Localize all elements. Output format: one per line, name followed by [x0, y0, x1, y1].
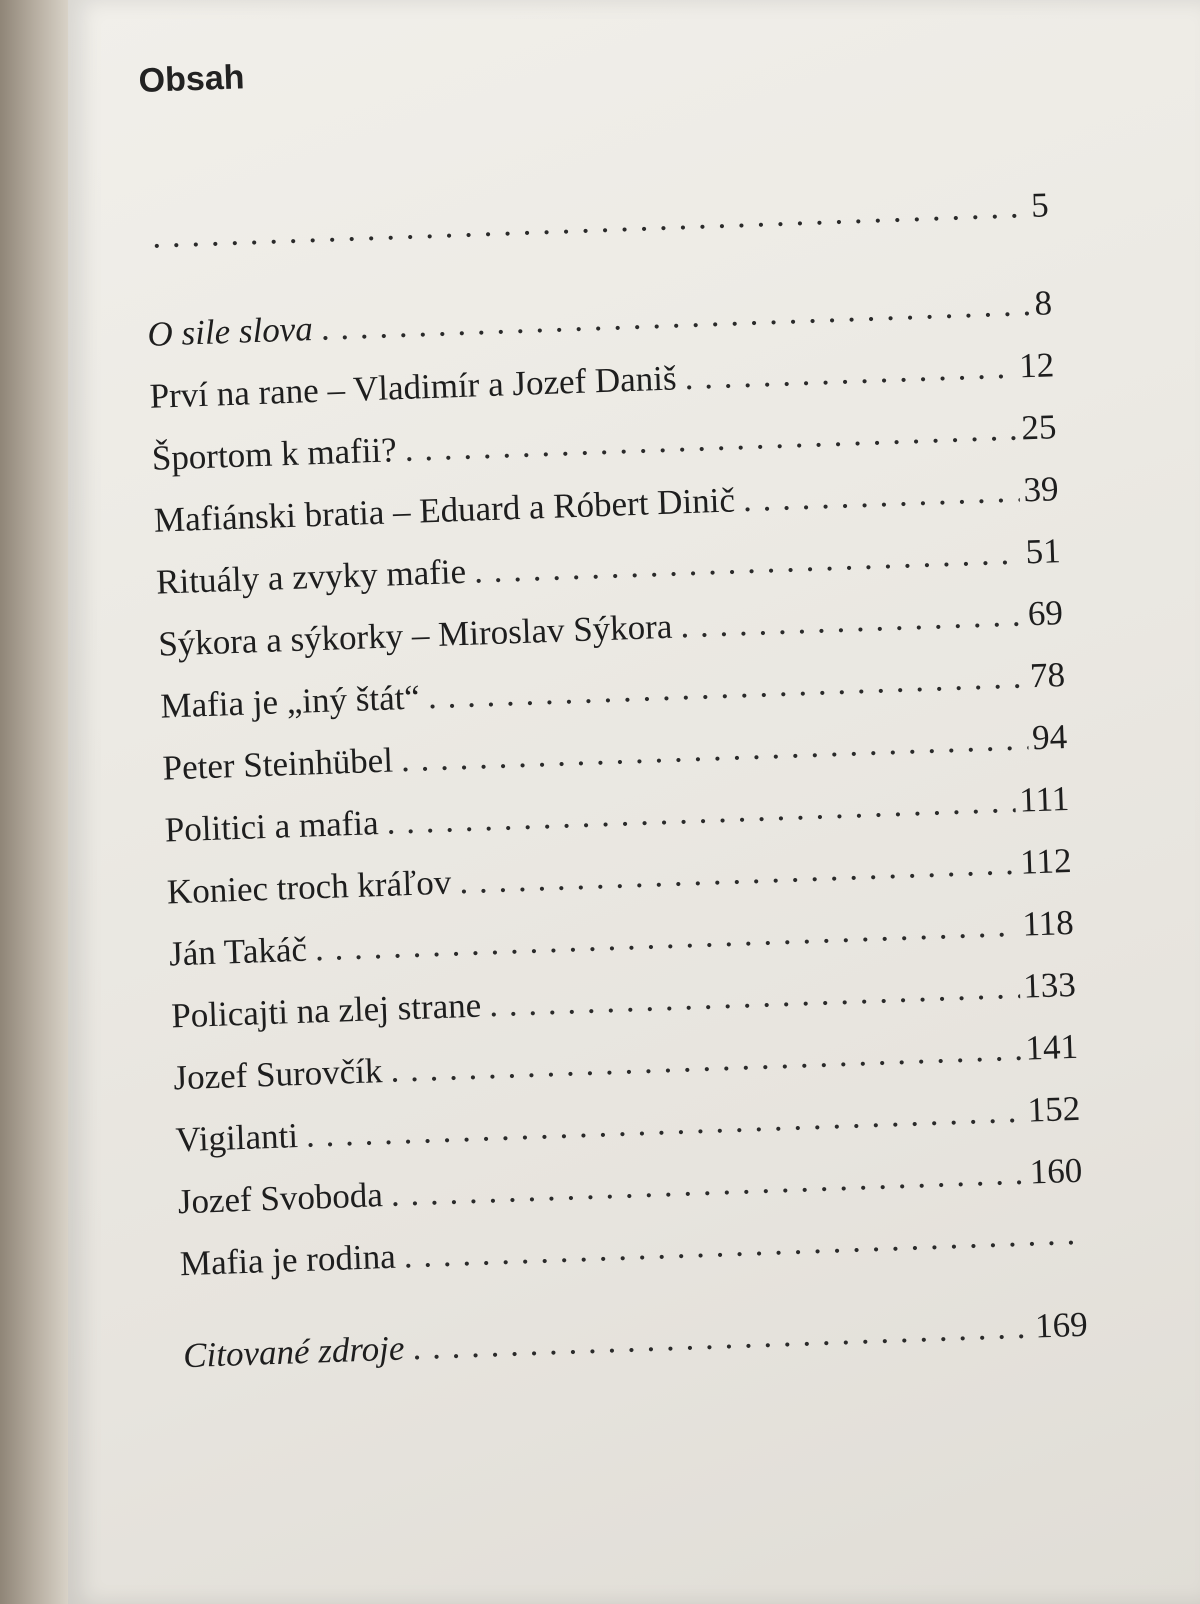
toc-leader-dots: [473, 527, 1022, 596]
toc-entry-page: 94: [1031, 716, 1068, 758]
toc-entry-page: 12: [1018, 345, 1055, 386]
toc-entry-page: 69: [1027, 593, 1064, 634]
toc-entry-page: 169: [1034, 1304, 1089, 1346]
toc-entry-title: Vigilanti: [174, 1116, 299, 1160]
toc-leader-dots: [427, 651, 1027, 722]
toc-entry-title: Citované zdroje: [182, 1328, 406, 1376]
toc-entry-title: Politici a mafia: [164, 803, 380, 850]
toc-entry-title: Mafiánski bratia – Eduard a Róbert Dinič: [153, 480, 736, 540]
toc-leader-dots: [400, 713, 1029, 785]
toc-entry-title: Športom k mafii?: [151, 430, 398, 478]
toc-leader-dots: [458, 838, 1017, 907]
toc-entry-page: 112: [1019, 840, 1073, 882]
toc-entry-title: Koniec troch kráľov: [166, 862, 452, 912]
toc-entry-title: Jozef Surovčík: [172, 1051, 384, 1098]
toc-entry-title: Mafia je rodina: [179, 1236, 397, 1284]
toc-entry-page: 39: [1022, 469, 1060, 510]
toc-entry-title: Peter Steinhübel: [161, 740, 394, 788]
toc-entry-page: 51: [1024, 531, 1062, 572]
toc-leader-dots: [305, 1086, 1024, 1161]
toc-entry: [182, 1300, 1088, 1382]
toc-leader-dots: [742, 466, 1020, 526]
toc-entry-title: Jozef Svoboda: [177, 1175, 384, 1222]
toc-entry-title: Prví na rane – Vladimír a Jozef Daniš: [148, 358, 678, 416]
toc-leader-dots: [404, 404, 1018, 475]
toc-entry-page: 141: [1024, 1026, 1079, 1068]
toc-leader-dots: [684, 342, 1016, 404]
toc-leader-dots: [488, 962, 1020, 1030]
toc-entry-page: 133: [1022, 964, 1077, 1006]
toc-entry-page: 118: [1021, 902, 1075, 944]
toc-leader-dots: [151, 181, 1028, 262]
toc-entry-page: 152: [1026, 1088, 1081, 1130]
toc-leader-dots: [386, 776, 1017, 848]
toc-leader-dots: [679, 589, 1024, 651]
book-page: [68, 0, 1200, 1604]
toc-entry-title: O sile slova: [146, 309, 314, 354]
toc-entry-page: 78: [1029, 655, 1066, 696]
toc-entry-title: Ján Takáč: [168, 929, 308, 974]
toc-entry-title: Rituály a zvyky mafie: [155, 551, 467, 602]
toc-entry-page: 160: [1029, 1150, 1083, 1192]
toc-leader-dots: [403, 1208, 1082, 1282]
toc-leader-dots: [412, 1302, 1033, 1374]
toc-heading: Obsah: [138, 58, 246, 100]
toc-entry-page: 25: [1020, 407, 1057, 448]
toc-leader-dots: [314, 900, 1019, 975]
toc-leader-dots: [320, 279, 1032, 354]
toc-entry-title: Mafia je „iný štát“: [159, 677, 421, 726]
toc-entry: [143, 180, 1049, 262]
table-of-contents: [138, 26, 1200, 1441]
toc-entry-title: Policajti na zlej strane: [170, 985, 482, 1036]
toc-leader-dots: [390, 1148, 1027, 1220]
toc-leader-dots: [389, 1024, 1022, 1096]
toc-entry-page: 5: [1030, 185, 1050, 225]
toc-entry-page: 8: [1033, 283, 1053, 323]
toc-entry-title: Sýkora a sýkorky – Miroslav Sýkora: [157, 606, 673, 664]
toc-entry-page: 111: [1018, 778, 1070, 820]
